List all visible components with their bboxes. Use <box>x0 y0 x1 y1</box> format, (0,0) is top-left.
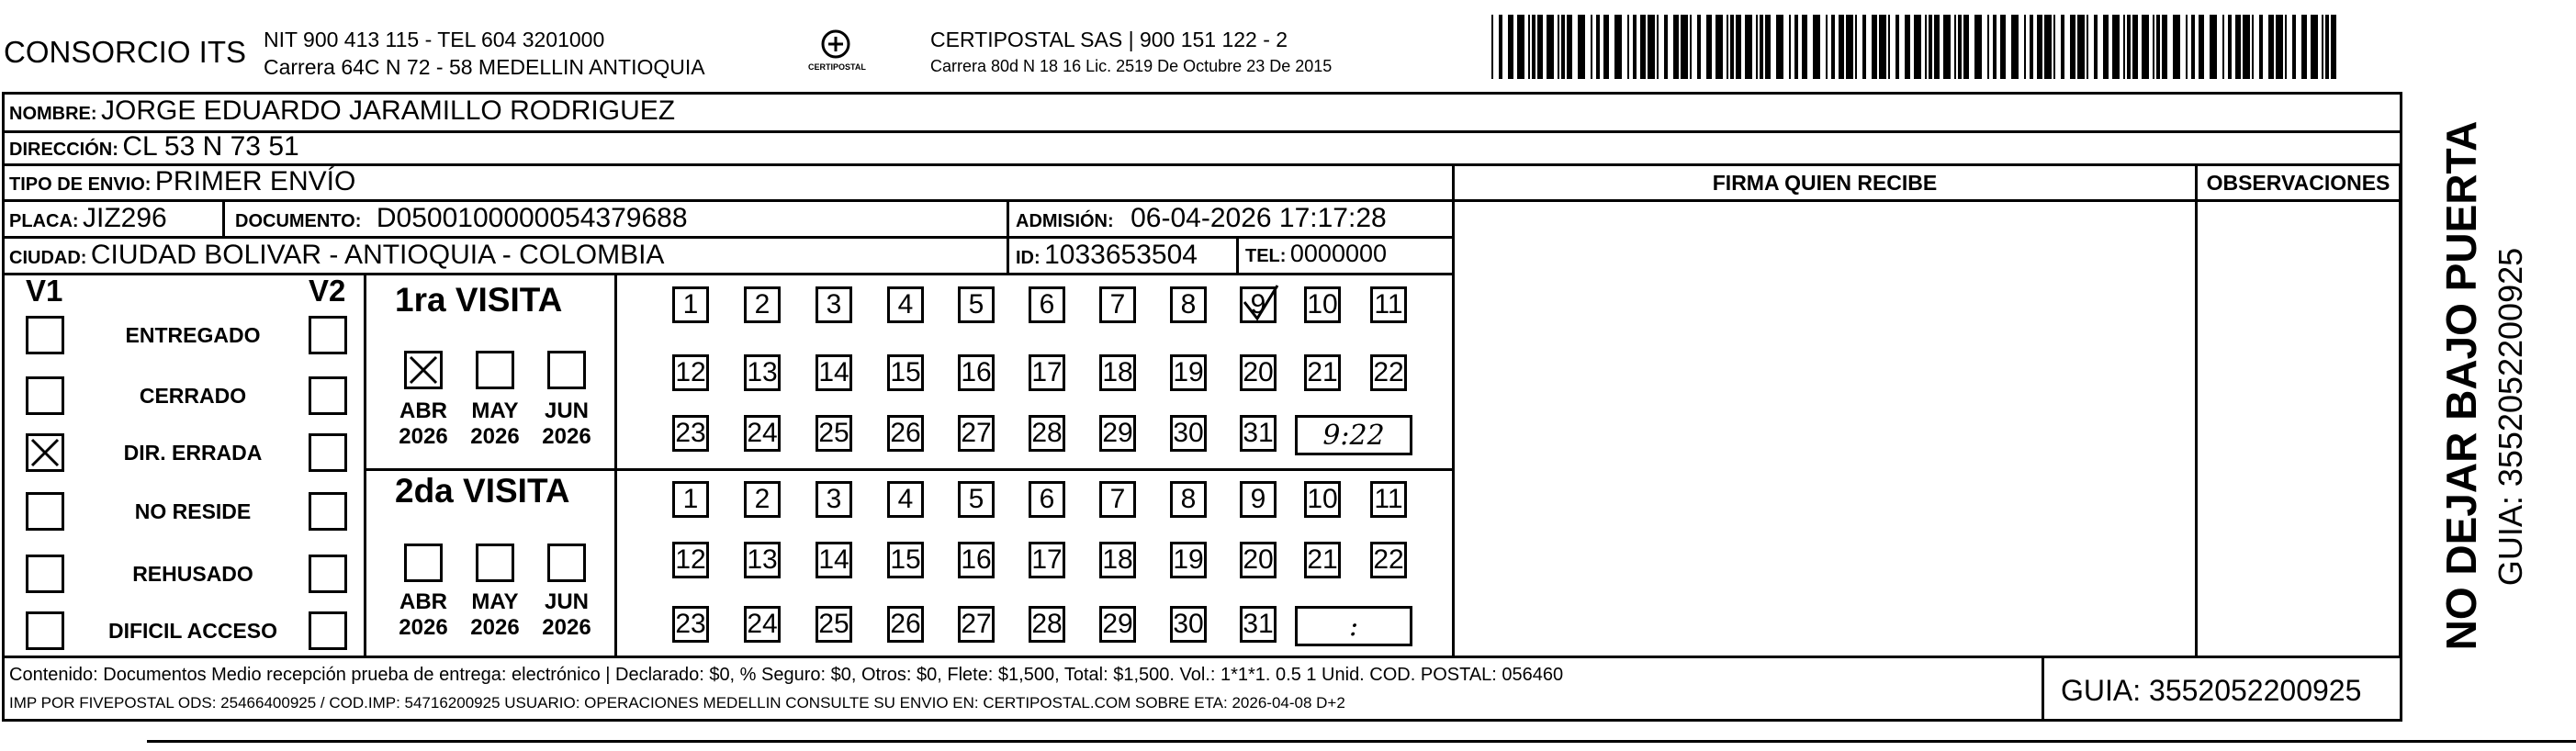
nombre-label: NOMBRE: <box>9 104 97 124</box>
barcode-bar <box>2199 15 2204 79</box>
day-box[interactable]: 31 <box>1240 415 1277 452</box>
barcode-bar <box>2325 15 2329 79</box>
day-box[interactable]: 7 <box>1099 286 1136 323</box>
v1-checkbox[interactable] <box>26 433 64 472</box>
placa-row <box>9 203 167 234</box>
day-box[interactable]: 1 <box>672 481 709 518</box>
barcode-bar <box>2276 15 2283 79</box>
day-box[interactable]: 4 <box>887 481 924 518</box>
barcode-bar <box>1715 15 1723 79</box>
company-name: CONSORCIO ITS <box>4 35 247 69</box>
barcode-bar <box>2210 15 2217 79</box>
day-box[interactable]: 13 <box>744 542 781 578</box>
month-label: JUN 2026 <box>542 589 591 640</box>
tel-row <box>1245 240 1387 268</box>
barcode-bar <box>1802 15 1807 79</box>
month-checkbox[interactable] <box>404 351 443 389</box>
day-box[interactable]: 2 <box>744 481 781 518</box>
day-box[interactable]: 26 <box>887 415 924 452</box>
barcode-bar <box>1627 15 1629 79</box>
carrier-address: Carrera 80d N 18 16 Lic. 2519 De Octubre 23 De 2015 <box>930 57 1333 75</box>
day-box[interactable]: 14 <box>816 354 852 391</box>
day-box[interactable]: 21 <box>1304 542 1341 578</box>
firma-header: FIRMA QUIEN RECIBE <box>1712 171 1938 195</box>
day-box[interactable]: 2 <box>744 286 781 323</box>
barcode-bar <box>1727 15 1728 79</box>
tel-value: 0000000 <box>1289 240 1388 267</box>
barcode-bar <box>1532 15 1535 79</box>
v1-checkbox[interactable] <box>26 555 64 593</box>
barcode-bar <box>2132 15 2138 79</box>
visit1-title: 1ra VISITA <box>395 281 563 319</box>
company-address: Carrera 64C N 72 - 58 MEDELLIN ANTIOQUIA <box>264 55 705 79</box>
day-box[interactable]: 27 <box>958 606 995 643</box>
barcode-bar <box>2077 15 2085 79</box>
barcode-bar <box>2127 15 2131 79</box>
certipostal-logo-icon <box>808 26 863 81</box>
v1-checkbox[interactable] <box>26 611 64 650</box>
day-box[interactable]: 3 <box>816 481 852 518</box>
day-check-mark <box>1239 282 1281 331</box>
barcode-bar <box>1596 15 1600 79</box>
day-box[interactable]: 23 <box>672 606 709 643</box>
barcode-bar <box>2292 15 2296 79</box>
barcode-bar <box>2186 15 2188 79</box>
barcode-bar <box>1934 15 1940 79</box>
placa-value: JIZ296 <box>83 203 167 233</box>
barcode-bar <box>2173 15 2180 79</box>
barcode-bar <box>1872 15 1877 79</box>
time-field[interactable]: : <box>1295 606 1412 646</box>
documento-row <box>235 203 688 234</box>
v2-checkbox[interactable] <box>309 492 347 531</box>
side-warning: NO DEJAR BAJO PUERTA <box>2437 120 2485 651</box>
admision-label: ADMISIÓN: <box>1016 211 1114 231</box>
barcode-bar <box>1673 15 1679 79</box>
month-label: MAY 2026 <box>470 398 520 449</box>
day-box[interactable]: 3 <box>816 286 852 323</box>
v2-checkbox[interactable] <box>309 376 347 415</box>
day-box[interactable]: 29 <box>1099 415 1136 452</box>
day-box[interactable]: 23 <box>672 415 709 452</box>
tipo-label: TIPO DE ENVIO: <box>9 174 152 195</box>
status-label: NO RESIDE <box>134 499 252 523</box>
day-box[interactable]: 8 <box>1170 286 1207 323</box>
day-box[interactable]: 26 <box>887 606 924 643</box>
barcode-bar <box>1558 15 1559 79</box>
id-label: ID: <box>1016 248 1041 268</box>
barcode-bar <box>2000 15 2006 79</box>
day-box[interactable]: 4 <box>887 286 924 323</box>
tipo-row <box>9 166 355 197</box>
barcode-bar <box>1528 15 1530 79</box>
ciudad-row <box>9 240 664 271</box>
day-box[interactable]: 29 <box>1099 606 1136 643</box>
tel-label: TEL: <box>1245 246 1287 266</box>
barcode-bar <box>1760 15 1763 79</box>
time-field[interactable]: 9:22 <box>1295 415 1412 455</box>
day-box[interactable]: 10 <box>1304 286 1341 323</box>
barcode-bar <box>1846 15 1853 79</box>
footer-line2: IMP POR FIVEPOSTAL ODS: 25466400925 / COD.IMP: 54716200925 USUARIO: OPERACIONES MEDELLIN CONSULTE SU ENVIO EN: CERTIPOSTAL.COM SOBRE ETA: 2026-04-08 D+2 <box>9 694 1345 712</box>
barcode-bar <box>2322 15 2323 79</box>
day-box[interactable]: 28 <box>1029 415 1065 452</box>
barcode-bar <box>1862 15 1866 79</box>
status-label: ENTREGADO <box>125 323 261 347</box>
footer-line1: Contenido: Documentos Medio recepción prueba de entrega: electrónico | Declarado: $0, % Seguro: $0, Otros: $0, Flete: $1,500, Total: $1,500. Vol.: 1*1*1. 0.5 1 Unid. COD. POSTAL: 056460 <box>9 665 1564 685</box>
barcode-bar <box>2259 15 2263 79</box>
day-box[interactable]: 20 <box>1240 542 1277 578</box>
barcode-bar <box>1706 15 1712 79</box>
barcode-bar <box>1508 15 1513 79</box>
barcode-bar <box>1517 15 1524 79</box>
barcode-bar <box>1958 15 1962 79</box>
day-box[interactable]: 16 <box>958 354 995 391</box>
day-box[interactable]: 16 <box>958 542 995 578</box>
barcode-bar <box>2252 15 2254 79</box>
barcode-bar <box>2142 15 2149 79</box>
barcode-bar <box>2112 15 2120 79</box>
barcode-bar <box>2243 15 2250 79</box>
barcode-bar <box>1925 15 1927 79</box>
day-box[interactable]: 19 <box>1170 354 1207 391</box>
barcode-bar <box>1794 15 1798 79</box>
barcode-bar <box>1603 15 1609 79</box>
barcode-bar <box>2037 15 2042 79</box>
nombre-row <box>9 95 675 127</box>
barcode-bar <box>1839 15 1844 79</box>
direccion-value: CL 53 N 73 51 <box>122 131 299 162</box>
barcode-bar <box>1640 15 1646 79</box>
month-checkbox[interactable] <box>476 351 514 389</box>
barcode-bar <box>2156 15 2160 79</box>
day-box[interactable]: 11 <box>1370 481 1407 518</box>
day-box[interactable]: 12 <box>672 354 709 391</box>
barcode-bar <box>1681 15 1688 79</box>
barcode-bar <box>2285 15 2287 79</box>
tipo-value: PRIMER ENVÍO <box>154 166 356 196</box>
v1-checkbox[interactable] <box>26 316 64 354</box>
barcode-bar <box>1547 15 1554 79</box>
barcode-bar <box>1730 15 1734 79</box>
barcode-bar <box>2162 15 2167 79</box>
barcode-bar <box>2123 15 2125 79</box>
day-box[interactable]: 31 <box>1240 606 1277 643</box>
side-guia: GUIA: 3552052200925 <box>2492 247 2529 587</box>
barcode-bar <box>1614 15 1622 79</box>
day-box[interactable]: 13 <box>744 354 781 391</box>
month-checkbox[interactable] <box>547 544 586 582</box>
barcode-bar <box>1499 15 1502 79</box>
month-checkbox[interactable] <box>404 544 443 582</box>
admision-value: 06-04-2026 17:17:28 <box>1131 203 1387 233</box>
barcode-bar <box>1756 15 1758 79</box>
day-box[interactable]: 25 <box>816 415 852 452</box>
barcode-bar <box>1943 15 1951 79</box>
carrier-name: CERTIPOSTAL SAS | 900 151 122 - 2 <box>930 28 1288 51</box>
month-label: JUN 2026 <box>542 398 591 449</box>
barcode-bar <box>2070 15 2075 79</box>
barcode-bar <box>2030 15 2033 79</box>
barcode-bar <box>1591 15 1592 79</box>
v2-checkbox[interactable] <box>309 611 347 650</box>
barcode-bar <box>2331 15 2336 79</box>
visit2-title: 2da VISITA <box>395 472 570 510</box>
day-box[interactable]: 11 <box>1370 286 1407 323</box>
barcode-bar <box>1537 15 1543 79</box>
barcode-bar <box>1657 15 1659 79</box>
barcode-bar <box>2094 15 2098 79</box>
barcode-bar <box>2153 15 2154 79</box>
barcode-bar <box>1789 15 1791 79</box>
barcode-bar <box>2011 15 2019 79</box>
v2-checkbox[interactable] <box>309 555 347 593</box>
day-box[interactable]: 15 <box>887 354 924 391</box>
day-box[interactable]: 6 <box>1029 286 1065 323</box>
barcode-bar <box>1954 15 1956 79</box>
firma-area[interactable] <box>1455 199 2195 656</box>
observaciones-header: OBSERVACIONES <box>2206 171 2390 195</box>
day-box[interactable]: 9 <box>1240 286 1277 323</box>
day-box[interactable]: 6 <box>1029 481 1065 518</box>
documento-label: DOCUMENTO: <box>235 211 362 231</box>
barcode-bar <box>2087 15 2088 79</box>
direccion-row <box>9 131 299 163</box>
barcode-bar <box>1879 15 1886 79</box>
month-label: ABR 2026 <box>399 398 448 449</box>
day-box[interactable]: 17 <box>1029 354 1065 391</box>
barcode-bar <box>1690 15 1692 79</box>
barcode-bar <box>1987 15 1989 79</box>
barcode-bar <box>2228 15 2232 79</box>
barcode-bar <box>1736 15 1741 79</box>
day-box[interactable]: 25 <box>816 606 852 643</box>
barcode-bar <box>1697 15 1701 79</box>
footer-guia: GUIA: 3552052200925 <box>2061 674 2362 707</box>
barcode-bar <box>2235 15 2241 79</box>
day-box[interactable]: 19 <box>1170 542 1207 578</box>
status-label: DIFICIL ACCESO <box>107 619 277 643</box>
direccion-label: DIRECCIÓN: <box>9 140 118 160</box>
barcode-bar <box>1888 15 1890 79</box>
v2-header: V2 <box>309 274 346 308</box>
barcode-bar <box>1993 15 1997 79</box>
nombre-value: JORGE EDUARDO JARAMILLO RODRIGUEZ <box>101 95 676 126</box>
day-box[interactable]: 22 <box>1370 542 1407 578</box>
barcode-bar <box>1633 15 1637 79</box>
barcode-bar <box>1974 15 1982 79</box>
day-box[interactable]: 9 <box>1240 481 1277 518</box>
barcode-bar <box>2044 15 2052 79</box>
status-label: DIR. ERRADA <box>123 441 263 465</box>
barcode-bar <box>1776 15 1783 79</box>
day-box[interactable]: 5 <box>958 481 995 518</box>
month-checkbox[interactable] <box>547 351 586 389</box>
day-box[interactable]: 27 <box>958 415 995 452</box>
month-label: ABR 2026 <box>399 589 448 640</box>
barcode-bar <box>1561 15 1565 79</box>
barcode-bar <box>1578 15 1585 79</box>
day-box[interactable]: 8 <box>1170 481 1207 518</box>
day-box[interactable]: 24 <box>744 415 781 452</box>
barcode-bar <box>2061 15 2064 79</box>
ciudad-label: CIUDAD: <box>9 248 87 268</box>
day-box[interactable]: 21 <box>1304 354 1341 391</box>
day-box[interactable]: 30 <box>1170 415 1207 452</box>
barcode-bar <box>1855 15 1857 79</box>
day-box[interactable]: 5 <box>958 286 995 323</box>
v2-checkbox[interactable] <box>309 316 347 354</box>
day-box[interactable]: 14 <box>816 542 852 578</box>
day-box[interactable]: 7 <box>1099 481 1136 518</box>
barcode-bar <box>1826 15 1828 79</box>
day-box[interactable]: 18 <box>1099 542 1136 578</box>
day-box[interactable]: 22 <box>1370 354 1407 391</box>
day-box[interactable]: 18 <box>1099 354 1136 391</box>
observaciones-area[interactable] <box>2198 199 2399 656</box>
barcode-icon <box>1491 0 2341 83</box>
status-label: REHUSADO <box>132 562 253 586</box>
barcode-bar <box>1905 15 1910 79</box>
barcode-bar <box>1895 15 1899 79</box>
v1-checkbox[interactable] <box>26 492 64 531</box>
barcode-bar <box>1491 15 1493 79</box>
barcode-bar <box>2053 15 2055 79</box>
day-box[interactable]: 20 <box>1240 354 1277 391</box>
barcode-bar <box>2024 15 2026 79</box>
day-box[interactable]: 28 <box>1029 606 1065 643</box>
barcode-bar <box>1813 15 1820 79</box>
day-box[interactable]: 24 <box>744 606 781 643</box>
day-box[interactable]: 1 <box>672 286 709 323</box>
placa-label: PLACA: <box>9 211 79 231</box>
day-box[interactable]: 10 <box>1304 481 1341 518</box>
barcode-bar <box>1745 15 1752 79</box>
barcode-bar <box>1664 15 1668 79</box>
v2-checkbox[interactable] <box>309 433 347 472</box>
barcode-bar <box>1765 15 1771 79</box>
company-nit: NIT 900 413 115 - TEL 604 3201000 <box>264 28 605 51</box>
barcode-bar <box>2222 15 2224 79</box>
day-box[interactable]: 17 <box>1029 542 1065 578</box>
documento-value: D0500100000054379688 <box>376 203 688 233</box>
barcode-bar <box>2191 15 2195 79</box>
barcode-bar <box>1648 15 1655 79</box>
barcode-bar <box>1831 15 1835 79</box>
admision-row <box>1016 203 1387 234</box>
id-row <box>1016 240 1198 271</box>
day-box[interactable]: 12 <box>672 542 709 578</box>
month-checkbox[interactable] <box>476 544 514 582</box>
status-label: CERRADO <box>139 384 247 408</box>
month-label: MAY 2026 <box>470 589 520 640</box>
barcode-bar <box>1567 15 1572 79</box>
barcode-bar <box>2301 15 2307 79</box>
barcode-bar <box>1929 15 1932 79</box>
barcode-bar <box>2103 15 2109 79</box>
barcode-bar <box>2311 15 2318 79</box>
day-box[interactable]: 30 <box>1170 606 1207 643</box>
barcode-bar <box>1914 15 1921 79</box>
v1-header: V1 <box>26 274 63 308</box>
id-value: 1033653504 <box>1044 240 1198 270</box>
day-box[interactable]: 15 <box>887 542 924 578</box>
ciudad-value: CIUDAD BOLIVAR - ANTIOQUIA - COLOMBIA <box>90 240 665 270</box>
v1-checkbox[interactable] <box>26 376 64 415</box>
barcode-bar <box>2268 15 2274 79</box>
logo-text: CERTIPOSTAL <box>808 62 866 72</box>
barcode-bar <box>1963 15 1969 79</box>
